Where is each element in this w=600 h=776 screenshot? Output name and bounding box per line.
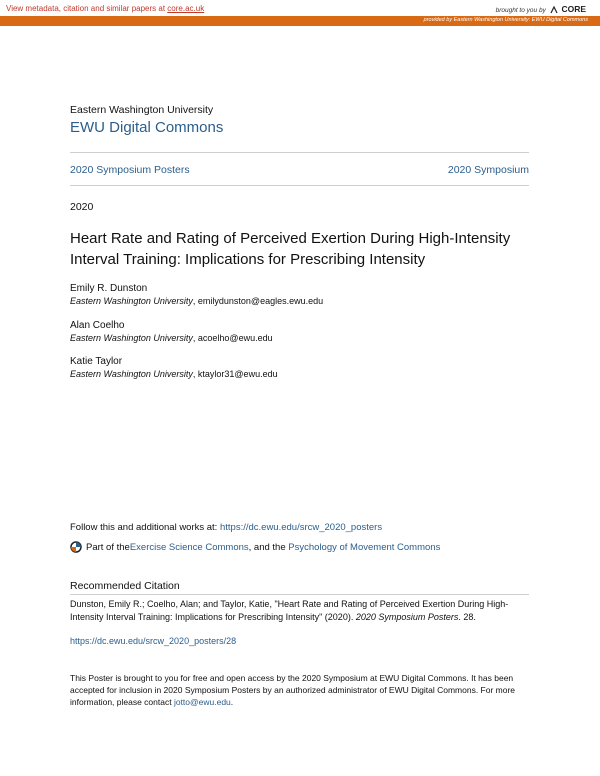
author-email: ktaylor31@ewu.edu [197,369,278,379]
part-of-line [70,541,440,553]
core-site-link[interactable]: core.ac.uk [167,4,205,13]
affiliation-name: Eastern Washington University [70,333,193,343]
citation-text [70,598,530,624]
citation-body: Dunston, Emily R.; Coelho, Alan; and Taylor, Katie, "Heart Rate and Rating of Perceived Exertion During High-Intensity Interval Training: Implications for Prescribing Intensity" (2020). [70,599,509,622]
author-email: acoelho@ewu.edu [197,333,273,343]
affiliation-name: Eastern Washington University [70,296,193,306]
core-metadata-link[interactable] [6,4,204,13]
follow-line [70,522,382,533]
provided-by-text: provided by Eastern Washington University: EWU Digital Commons [423,17,588,23]
core-brought-by[interactable] [496,4,586,14]
citation-divider [70,594,529,595]
parent-collection-link[interactable]: 2020 Symposium [447,164,529,176]
citation-url-link[interactable]: https://dc.ewu.edu/srcw_2020_posters/28 [70,636,237,646]
author-name: Emily R. Dunston [70,283,148,294]
access-notice [70,672,535,708]
publication-year: 2020 [70,201,94,213]
author-name: Katie Taylor [70,356,123,367]
notice-end: . [230,697,234,707]
author-email: emilydunston@eagles.ewu.edu [197,296,324,306]
core-link-prefix: View metadata, citation and similar papers at [6,4,168,13]
psychology-of-movement-commons-link[interactable]: Psychology of Movement Commons [288,541,441,553]
author-affiliation: Eastern Washington University, acoelho@ewu.edu [70,333,273,343]
part-of-prefix: Part of the [86,541,130,553]
citation-end: . 28. [458,612,476,622]
collection-link[interactable]: 2020 Symposium Posters [70,164,190,176]
divider-bottom [70,185,529,186]
author-name: Alan Coelho [70,320,125,331]
core-logo-icon [550,6,558,14]
notice-text: This Poster is brought to you for free and open access by the 2020 Symposium at EWU Digital Commons. It has been accepted for inclusion in 2020 Symposium Posters by an authorized administrator of EWU Digital Commons. For more information, please contact [70,673,516,707]
paper-title: Heart Rate and Rating of Perceived Exertion During High-Intensity Interval Training: Implications for Prescribing Intensity [70,230,511,268]
core-label: CORE [561,4,586,14]
follow-url-link[interactable]: https://dc.ewu.edu/srcw_2020_posters [219,522,383,533]
brought-text: brought to you by [495,7,546,14]
institution-name: Eastern Washington University [70,104,214,116]
author-affiliation: Eastern Washington University, ktaylor31@ewu.edu [70,369,278,379]
affiliation-name: Eastern Washington University [70,369,193,379]
repository-link[interactable]: EWU Digital Commons [70,119,224,136]
author-affiliation: Eastern Washington University, emilydunston@eagles.ewu.edu [70,296,324,306]
recommended-citation-heading: Recommended Citation [70,580,180,592]
citation-series: 2020 Symposium Posters [355,612,459,622]
divider-top [70,152,529,153]
part-of-middle: , and the [248,541,289,553]
exercise-science-commons-link[interactable]: Exercise Science Commons [129,541,249,553]
network-commons-icon [70,541,82,553]
follow-text: Follow this and additional works at: [70,522,220,533]
contact-email-link[interactable]: jotto@ewu.edu [173,697,231,707]
